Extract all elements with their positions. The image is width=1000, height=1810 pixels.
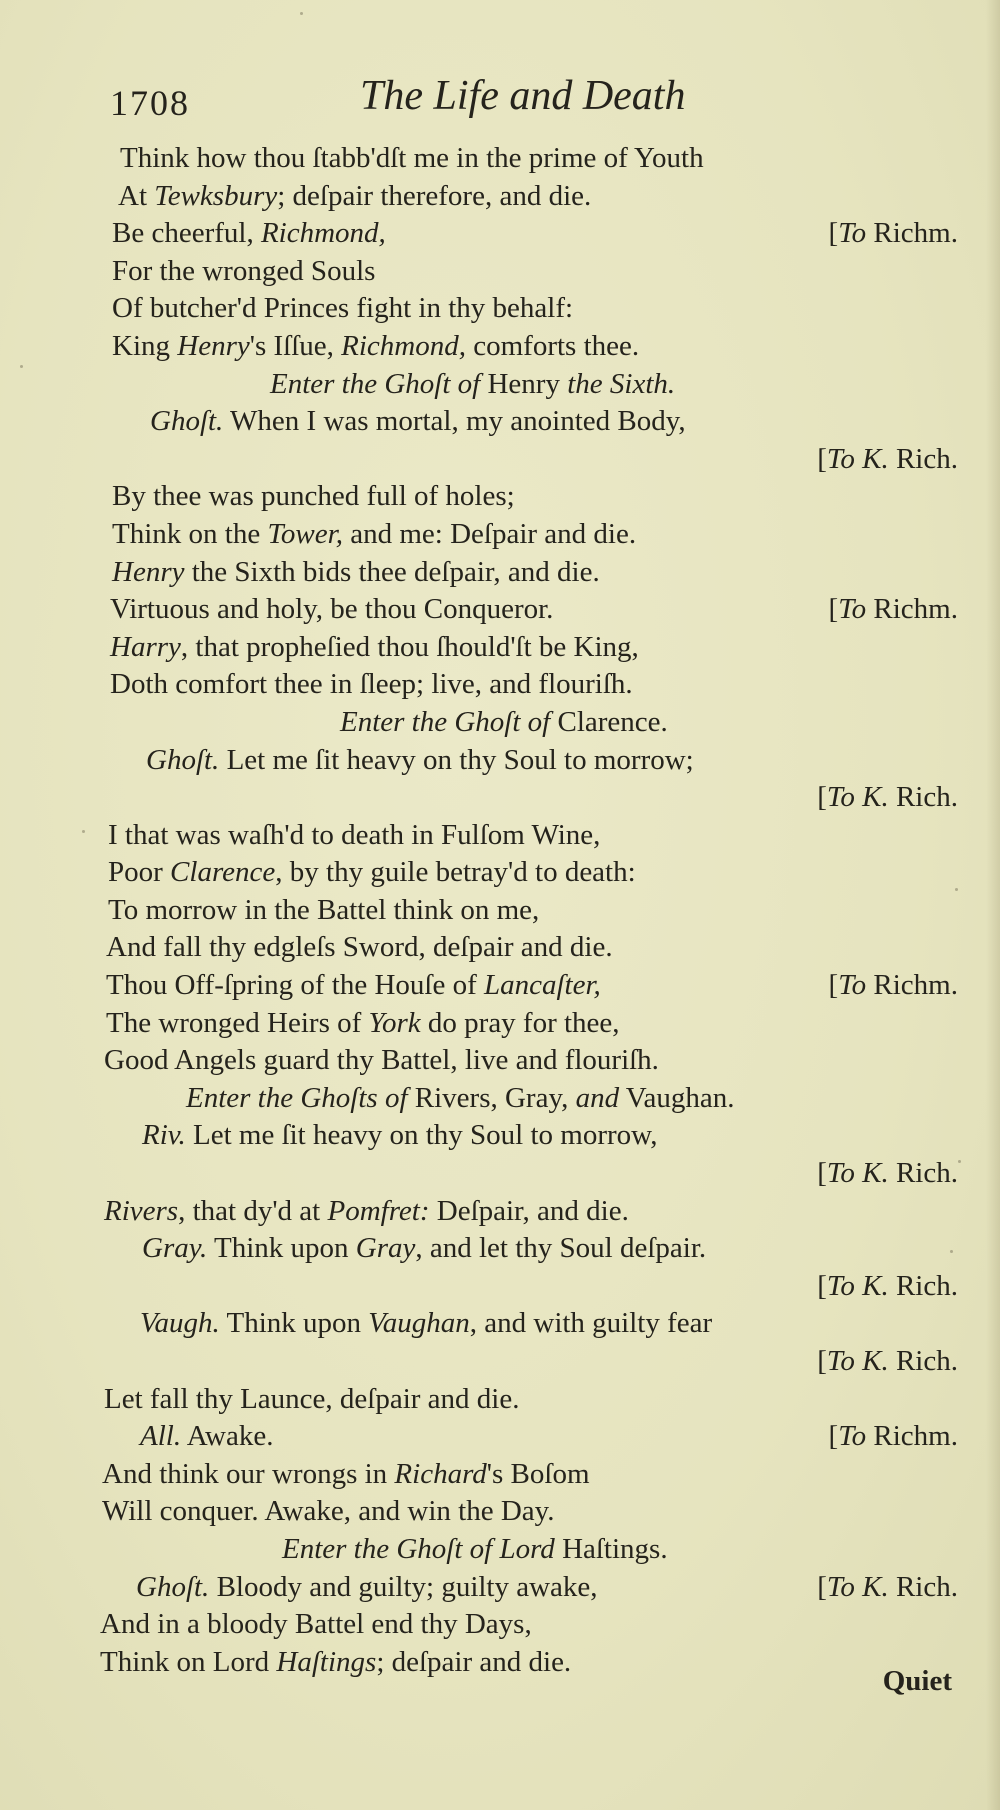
line-text xyxy=(150,403,686,441)
line-segment: Ghoſt. xyxy=(146,743,220,776)
paper-speck xyxy=(82,830,85,833)
line-segment: Richmond, xyxy=(341,329,466,362)
verse-line xyxy=(0,817,1000,855)
cue-segment: [ xyxy=(817,1570,827,1603)
cue-segment: Rich. xyxy=(888,1157,958,1190)
verse-line xyxy=(0,1230,1000,1268)
verse-line xyxy=(0,629,1000,667)
line-text xyxy=(106,1005,620,1043)
line-segment: Let fall thy Launce, deſpair and die. xyxy=(104,1382,520,1415)
line-segment: Let me ſit heavy on thy Soul to morrow; xyxy=(219,743,694,776)
line-segment: Riv. xyxy=(142,1119,186,1152)
line-segment: Haſtings. xyxy=(562,1532,668,1565)
line-segment: And think our wrongs in xyxy=(102,1457,395,1490)
line-text xyxy=(142,1230,706,1268)
line-text xyxy=(102,1456,590,1494)
line-segment: York xyxy=(368,1006,421,1039)
line-text xyxy=(110,629,639,667)
stage-direction xyxy=(0,1080,1000,1118)
verse-line xyxy=(0,1005,1000,1043)
line-segment: King xyxy=(112,329,178,362)
speech-cue xyxy=(829,591,958,629)
cue-segment: To xyxy=(838,969,867,1002)
line-segment: To morrow in the Battel think on me, xyxy=(108,893,540,926)
verse-line xyxy=(0,742,1000,780)
speech-cue-line xyxy=(0,1155,1000,1193)
speech-cue xyxy=(817,779,958,817)
line-text xyxy=(110,591,553,629)
stage-direction xyxy=(0,366,1000,404)
line-segment: And in a bloody Battel end thy Days, xyxy=(100,1608,532,1641)
page-number: 1708 xyxy=(110,83,190,123)
catchword: Quiet xyxy=(882,1665,952,1697)
line-segment: Let me ſit heavy on thy Soul to morrow, xyxy=(185,1119,658,1152)
cue-segment: [ xyxy=(817,1269,827,1302)
line-segment: By thee was punched full of holes; xyxy=(112,480,515,513)
verse-line xyxy=(0,1569,1000,1607)
verse-line xyxy=(0,290,1000,328)
line-segment: 's Iſſue, xyxy=(249,329,342,362)
line-text xyxy=(140,1305,712,1343)
verse-line xyxy=(0,1606,1000,1644)
line-segment: Gray xyxy=(355,1232,416,1265)
line-text xyxy=(108,854,636,892)
verse-line xyxy=(0,253,1000,291)
line-segment: ; deſpair therefore, and die. xyxy=(277,179,592,212)
line-segment: Poor xyxy=(108,856,171,889)
speech-cue xyxy=(829,1418,958,1456)
verse-line xyxy=(0,1305,1000,1343)
verse-line xyxy=(0,403,1000,441)
line-segment: the Sixth. xyxy=(559,367,676,400)
line-segment: Tower, xyxy=(267,517,343,550)
line-segment: Enter the Ghoſts of xyxy=(186,1081,415,1114)
cue-segment: To K. xyxy=(826,781,889,814)
verse-line xyxy=(0,328,1000,366)
paper-speck xyxy=(20,365,23,368)
paper-speck xyxy=(300,12,303,15)
cue-segment: To xyxy=(838,1420,867,1453)
speech-cue-line xyxy=(0,1343,1000,1381)
line-segment: Haſtings xyxy=(276,1645,377,1678)
line-segment: Gray. xyxy=(142,1232,208,1265)
line-text xyxy=(100,1606,532,1644)
line-segment: Pomfret: xyxy=(327,1194,430,1227)
verse-line xyxy=(0,967,1000,1005)
stage-direction xyxy=(0,704,1000,742)
line-segment: When I was mortal, my anointed Body, xyxy=(223,405,686,438)
line-segment: Clarence. xyxy=(557,705,668,738)
line-segment: ; deſpair and die. xyxy=(376,1645,572,1678)
line-text xyxy=(112,253,375,291)
cue-segment: To K. xyxy=(826,442,889,475)
verse-line xyxy=(0,215,1000,253)
verse-line xyxy=(0,140,1000,178)
line-segment: Rivers, Gray, xyxy=(414,1081,576,1114)
verse-line xyxy=(0,1493,1000,1531)
cue-segment: [ xyxy=(828,593,839,626)
line-segment: Henry xyxy=(177,329,250,362)
cue-segment: [ xyxy=(817,442,827,475)
line-segment: Tewksbury xyxy=(154,179,278,212)
line-text xyxy=(104,1042,659,1080)
line-text xyxy=(136,1569,598,1607)
cue-segment: Richm. xyxy=(866,593,958,626)
line-segment: The wronged Heirs of xyxy=(106,1006,369,1039)
line-segment: , and with guilty fear xyxy=(469,1307,713,1340)
page-header xyxy=(110,72,750,132)
cue-segment: [ xyxy=(828,969,839,1002)
line-segment: I that was waſh'd to death in Fulſom Wine, xyxy=(108,818,601,851)
speech-cue xyxy=(817,1569,958,1607)
line-text xyxy=(140,1418,273,1456)
cue-segment: [ xyxy=(817,1345,827,1377)
line-segment: Richard xyxy=(394,1457,487,1490)
cue-segment: Rich. xyxy=(888,1269,958,1302)
line-text xyxy=(112,215,386,253)
line-segment: , by thy guile betray'd to death: xyxy=(275,856,636,889)
line-segment: All. xyxy=(140,1420,182,1453)
line-segment: Ghoſt. xyxy=(150,405,224,438)
line-segment: Clarence xyxy=(170,856,276,889)
line-segment: Vaugh. xyxy=(140,1307,220,1340)
line-segment: Vaughan xyxy=(368,1307,470,1340)
line-text xyxy=(186,1080,735,1118)
line-segment: And fall thy edgleſs Sword, deſpair and die. xyxy=(106,931,613,964)
line-segment: Of butcher'd Princes fight in thy behalf: xyxy=(112,292,574,325)
cue-segment: To xyxy=(838,217,867,250)
speech-cue-line xyxy=(0,441,1000,479)
line-segment: Enter the Ghoſt of xyxy=(270,367,488,400)
line-segment: Good Angels guard thy Battel, live and flouriſh. xyxy=(104,1044,659,1077)
line-segment: Think upon xyxy=(219,1307,369,1340)
line-text xyxy=(108,817,600,855)
verse-line xyxy=(0,1042,1000,1080)
speech-cue-line xyxy=(0,1268,1000,1306)
line-text xyxy=(112,516,636,554)
line-segment: and me: Deſpair and die. xyxy=(342,517,637,550)
line-segment: Be cheerful, xyxy=(112,217,261,250)
line-segment: For the wronged Souls xyxy=(112,254,376,287)
verse-line xyxy=(0,666,1000,704)
verse-line xyxy=(0,1117,1000,1155)
line-text xyxy=(102,1493,555,1531)
line-segment: do pray for thee, xyxy=(420,1006,620,1039)
verse-line xyxy=(0,1418,1000,1456)
verse-line xyxy=(0,892,1000,930)
line-text xyxy=(100,1644,571,1682)
verse-line xyxy=(0,1381,1000,1419)
line-text xyxy=(104,1193,629,1231)
line-segment: Vaughan. xyxy=(619,1081,735,1114)
line-text xyxy=(146,742,694,780)
line-segment: Deſpair, and die. xyxy=(429,1194,629,1227)
cue-segment: To K. xyxy=(826,1570,889,1603)
line-segment: At xyxy=(118,179,155,212)
line-text xyxy=(104,1381,520,1419)
verse-line xyxy=(0,178,1000,216)
line-text xyxy=(106,929,613,967)
line-segment: Enter the Ghoſt of Lord xyxy=(282,1532,563,1565)
line-segment: Thou Off-ſpring of the Houſe of xyxy=(106,969,484,1002)
line-segment: 's Boſom xyxy=(486,1457,590,1490)
line-text xyxy=(340,704,668,742)
line-text xyxy=(108,892,539,930)
line-text xyxy=(118,178,591,216)
verse-line xyxy=(0,1456,1000,1494)
speech-cue xyxy=(817,441,958,479)
line-segment: , that dy'd at xyxy=(178,1194,328,1227)
paper-speck xyxy=(950,1250,953,1253)
line-segment: Harry xyxy=(110,630,181,663)
line-text xyxy=(112,290,573,328)
line-text xyxy=(112,478,515,516)
line-segment: Enter the Ghoſt of xyxy=(340,705,558,738)
line-segment: Bloody and guilty; guilty awake, xyxy=(209,1570,598,1603)
line-text xyxy=(112,554,600,592)
cue-segment: [ xyxy=(817,1157,827,1190)
line-segment: Richmond, xyxy=(260,217,386,250)
line-segment: Think on the xyxy=(112,517,268,550)
play-text xyxy=(0,140,1000,1681)
line-text xyxy=(282,1531,668,1569)
cue-segment: [ xyxy=(817,781,827,814)
line-text xyxy=(142,1117,657,1155)
cue-segment: [ xyxy=(828,217,839,250)
line-segment: Henry xyxy=(487,367,560,400)
line-segment: the Sixth bids thee deſpair, and die. xyxy=(184,555,600,588)
verse-line xyxy=(0,1644,1000,1682)
stage-direction xyxy=(0,1531,1000,1569)
line-segment: Rivers xyxy=(104,1194,179,1227)
line-segment: Think upon xyxy=(207,1232,356,1265)
cue-segment: [ xyxy=(828,1420,839,1453)
verse-line xyxy=(0,929,1000,967)
speech-cue xyxy=(817,1155,958,1193)
cue-segment: Rich. xyxy=(888,1345,958,1377)
speech-cue xyxy=(817,1343,958,1381)
cue-segment: Richm. xyxy=(866,969,958,1002)
line-text xyxy=(110,666,633,704)
speech-cue xyxy=(829,215,958,253)
cue-segment: Richm. xyxy=(866,1420,958,1453)
verse-line xyxy=(0,591,1000,629)
speech-cue xyxy=(829,967,958,1005)
cue-segment: To xyxy=(838,593,867,626)
cue-segment: Rich. xyxy=(888,781,958,814)
verse-line xyxy=(0,516,1000,554)
line-segment: Virtuous and holy, be thou Conqueror. xyxy=(110,593,554,626)
line-segment: Henry xyxy=(112,555,185,588)
line-segment: Ghoſt. xyxy=(136,1570,210,1603)
line-segment: Think how thou ſtabb'dſt me in the prime of Youth xyxy=(120,142,704,174)
line-segment: Awake. xyxy=(181,1420,274,1453)
cue-segment: To K. xyxy=(826,1269,889,1302)
cue-segment: Rich. xyxy=(888,442,958,475)
cue-segment: Rich. xyxy=(888,1570,958,1603)
cue-segment: To K. xyxy=(826,1157,889,1190)
line-segment: , that propheſied thou ſhould'ſt be King, xyxy=(180,630,639,663)
line-segment: Lancaſter, xyxy=(484,969,601,1002)
cue-segment: To K. xyxy=(826,1345,889,1377)
line-text xyxy=(120,140,704,178)
line-text xyxy=(106,967,601,1005)
verse-line xyxy=(0,554,1000,592)
running-title: The Life and Death xyxy=(360,73,686,119)
speech-cue-line xyxy=(0,779,1000,817)
cue-segment: Richm. xyxy=(866,217,958,250)
line-text xyxy=(112,328,639,366)
line-segment: Doth comfort thee in ſleep; live, and flouriſh. xyxy=(110,668,633,701)
line-segment: , and let thy Soul deſpair. xyxy=(415,1232,707,1265)
verse-line xyxy=(0,854,1000,892)
speech-cue xyxy=(817,1268,958,1306)
line-segment: Think on Lord xyxy=(100,1645,277,1678)
paper-speck xyxy=(958,1160,961,1163)
verse-line xyxy=(0,1193,1000,1231)
line-segment: comforts thee. xyxy=(465,329,640,362)
line-segment: Will conquer. Awake, and win the Day. xyxy=(102,1495,555,1528)
paper-speck xyxy=(955,888,958,891)
line-segment: and xyxy=(575,1081,620,1114)
line-text xyxy=(270,366,675,404)
verse-line xyxy=(0,478,1000,516)
